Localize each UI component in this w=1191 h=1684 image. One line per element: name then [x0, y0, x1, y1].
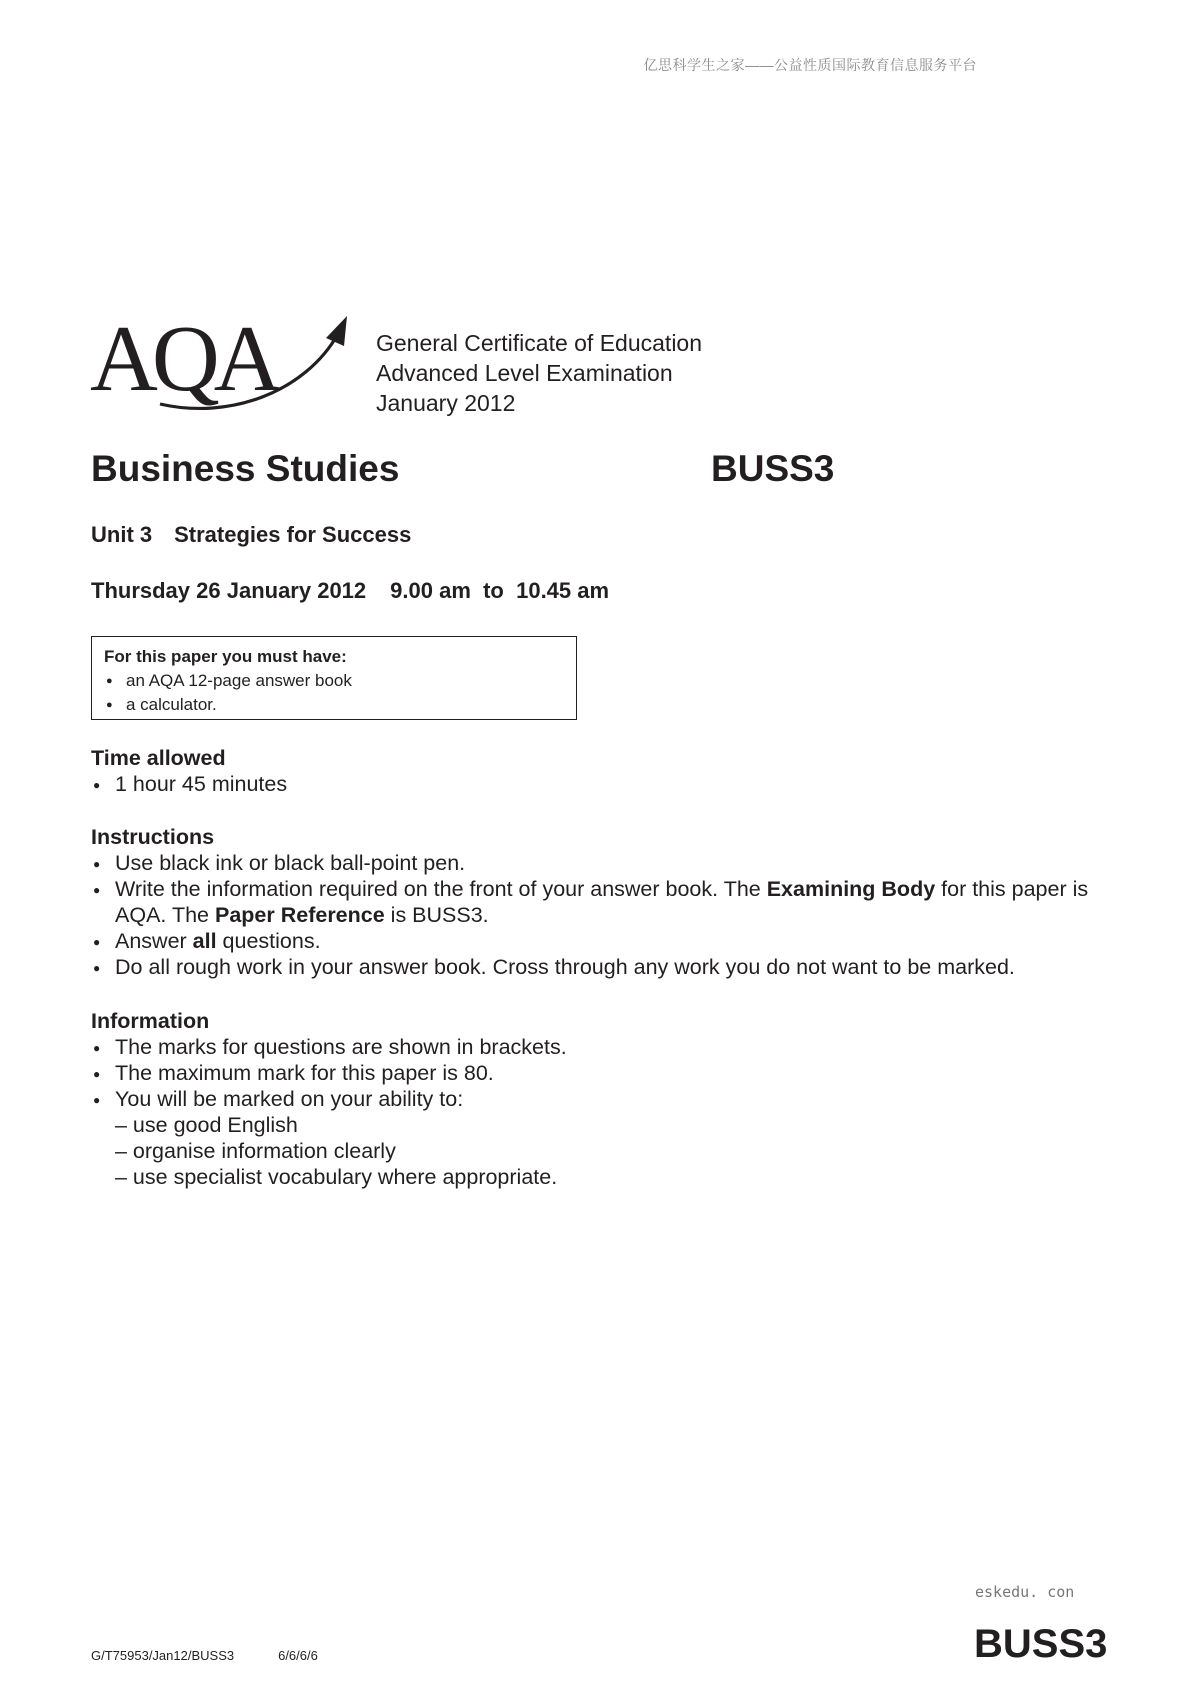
list-item: ● Do all rough work in your answer book. Cross through any work you do not want to be marked.: [91, 954, 1101, 980]
time-allowed-section: [91, 745, 287, 797]
paper-code: BUSS3: [711, 448, 835, 489]
list-item: ● The marks for questions are shown in brackets.: [91, 1034, 1101, 1060]
list-item: [91, 928, 1101, 954]
certificate-line: January 2012: [376, 390, 516, 416]
list-item: ● an AQA 12-page answer book: [104, 669, 564, 693]
instructions-section: [91, 824, 1101, 980]
certificate-line: Advanced Level Examination: [376, 360, 673, 386]
footer-reference-line: [91, 1648, 318, 1663]
information-list: [91, 1034, 1101, 1190]
watermark-top: 亿思科学生之家——公益性质国际教育信息服务平台: [643, 57, 977, 73]
list-item: ● a calculator.: [104, 693, 564, 717]
section-heading: Information: [91, 1009, 210, 1033]
subject-title: Business Studies: [91, 448, 400, 489]
exam-time: 9.00 am to 10.45 am: [390, 578, 610, 603]
materials-box: [91, 636, 577, 720]
exam-date: Thursday 26 January 2012: [91, 578, 367, 603]
text-run: for this paper is AQA. The: [115, 877, 1089, 927]
text-run: questions.: [216, 929, 321, 953]
sub-list-item: – organise information clearly: [115, 1139, 396, 1163]
certificate-line: General Certificate of Education: [376, 330, 703, 356]
list-item: ● Use black ink or black ball-point pen.: [91, 850, 1101, 876]
materials-list: [104, 669, 564, 717]
text-run: is BUSS3.: [384, 903, 489, 927]
list-item: ● You will be marked on your ability to:: [91, 1086, 1101, 1112]
time-list: [91, 771, 287, 797]
section-heading: Instructions: [91, 825, 215, 849]
text-run-bold: all: [192, 929, 217, 953]
aqa-logo-icon: [90, 312, 352, 412]
unit-label: Unit 3: [91, 522, 153, 547]
instructions-list: [91, 850, 1101, 980]
list-item: ● The maximum mark for this paper is 80.: [91, 1060, 1101, 1086]
watermark-bottom: eskedu. con: [975, 1583, 1075, 1601]
certificate-block: [376, 328, 702, 418]
text-run-bold: Paper Reference: [214, 903, 385, 927]
text-run: Answer: [115, 929, 193, 953]
materials-heading: For this paper you must have:: [104, 647, 347, 666]
text-run: Write the information required on the front of your answer book. The: [115, 877, 767, 901]
text-run-bold: Examining Body: [766, 877, 936, 901]
list-item: [91, 876, 1101, 928]
section-heading: Time allowed: [91, 746, 226, 770]
unit-title: Strategies for Success: [174, 522, 412, 547]
svg-text:AQA: AQA: [90, 312, 276, 411]
sub-list-item: – use specialist vocabulary where appropriate.: [115, 1165, 558, 1189]
unit-line: [91, 522, 411, 548]
information-section: [91, 1008, 1101, 1190]
sub-list-item: – use good English: [115, 1113, 298, 1137]
exam-date-line: [91, 578, 609, 604]
list-item: ● 1 hour 45 minutes: [91, 771, 287, 797]
footer-reference: G/T75953/Jan12/BUSS3: [91, 1648, 235, 1663]
footer-version: 6/6/6/6: [278, 1648, 318, 1663]
aqa-logo: [90, 312, 352, 412]
footer-paper-code: BUSS3: [974, 1622, 1108, 1666]
